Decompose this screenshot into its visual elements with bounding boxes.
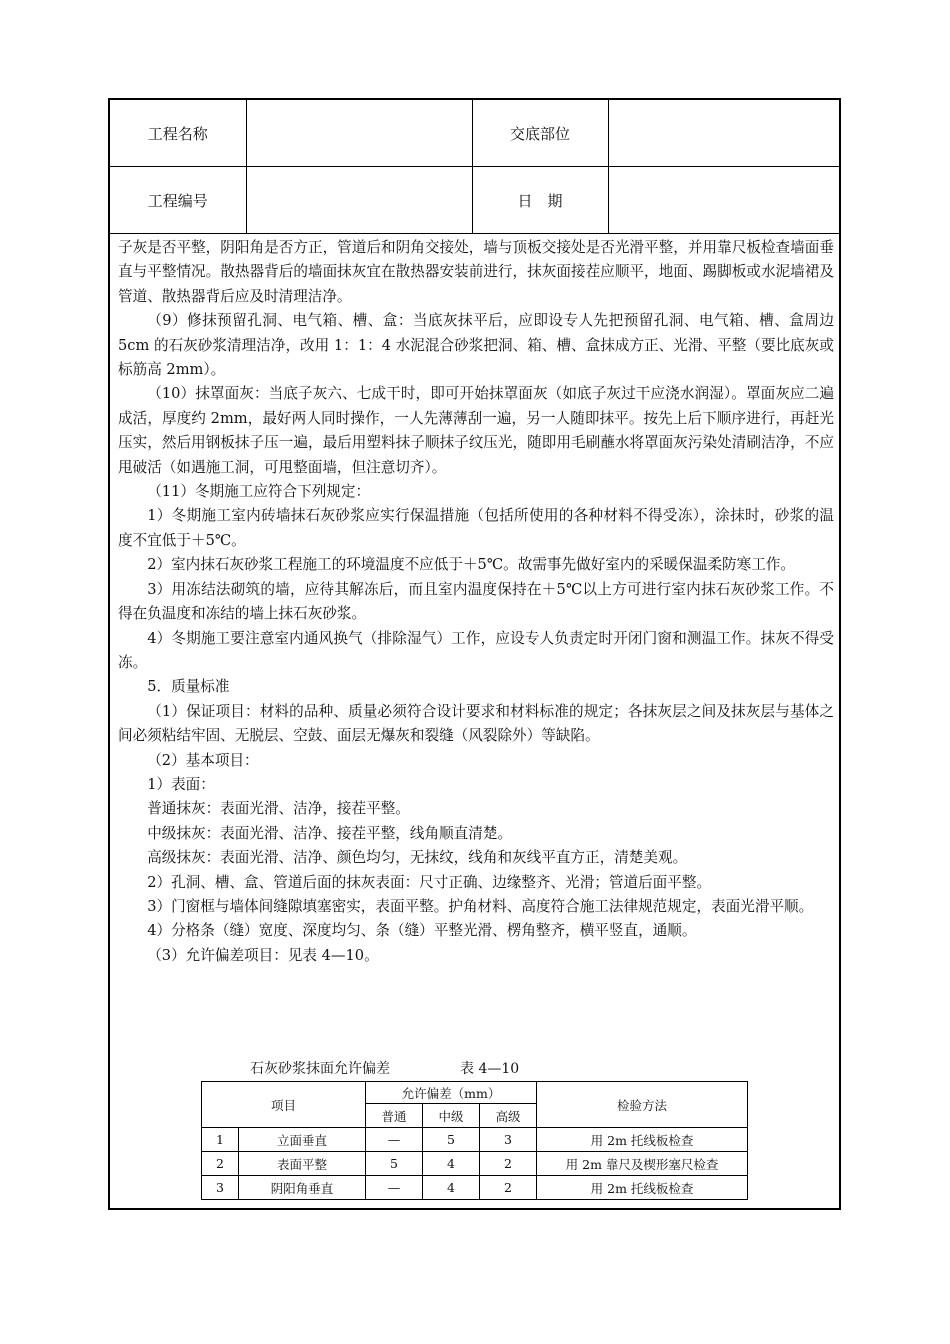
row-advanced: 2	[480, 1176, 537, 1200]
paragraph: 中级抹灰：表面光滑、洁净、接茬平整，线角顺直清楚。	[147, 824, 513, 842]
row-method: 用 2m 托线板检查	[537, 1176, 748, 1200]
header-medium: 中级	[423, 1104, 480, 1128]
table-caption	[250, 1058, 519, 1078]
row-no: 1	[202, 1128, 239, 1152]
row-ordinary: 5	[366, 1152, 423, 1176]
row-no: 2	[202, 1152, 239, 1176]
table-row	[202, 1176, 748, 1200]
row-medium: 5	[423, 1128, 480, 1152]
paragraph: 高级抹灰：表面光滑、洁净、颜色均匀，无抹纹，线角和灰线平直方正，清楚美观。	[147, 849, 688, 867]
table-row	[202, 1152, 748, 1176]
header-tolerance: 允许偏差（mm）	[366, 1082, 537, 1104]
paragraph: （11）冬期施工应符合下列规定：	[147, 483, 371, 501]
handover-part-value	[608, 100, 839, 167]
date-label: 日 期	[472, 167, 608, 234]
form-header-table	[110, 100, 839, 234]
row-method: 用 2m 托线板检查	[537, 1128, 748, 1152]
row-advanced: 3	[480, 1128, 537, 1152]
paragraph: （10）抹罩面灰：当底子灰六、七成干时，即可开始抹罩面灰（如底子灰过干应浇水润湿）。罩面灰应二遍成活，厚度约 2mm，最好两人同时操作，一人先薄薄刮一遍，另一人随即抹平。按先上后下顺序进行，再赶光压实，然后用钢板抹子压一遍，最后用塑料抹子顺抹子纹压光，随即用毛刷蘸水将罩面灰污染处清刷洁净，不应甩破活（如遇施工洞，可甩整面墙，但注意切齐）。	[118, 385, 834, 476]
disclosure-body	[118, 236, 834, 968]
paragraph: 2）孔洞、槽、盒、管道后面的抹灰表面：尺寸正确、边缘整齐、光滑；管道后面平整。	[147, 873, 712, 891]
tolerance-table	[201, 1081, 748, 1200]
paragraph: 3）门窗框与墙体间缝隙填塞密实，表面平整。护角材料、高度符合施工法律规范规定，表面光滑平顺。	[147, 897, 814, 915]
row-advanced: 2	[480, 1152, 537, 1176]
row-item: 表面平整	[239, 1152, 366, 1176]
paragraph: （3）允许偏差项目：见表 4—10。	[147, 946, 379, 964]
paragraph: 1）冬期施工室内砖墙抹石灰砂浆应实行保温措施（包括所使用的各种材料不得受冻），涂抹时，砂浆的温度不宜低于＋5℃。	[118, 507, 834, 549]
date-value	[608, 167, 839, 234]
row-medium: 4	[423, 1152, 480, 1176]
row-medium: 4	[423, 1176, 480, 1200]
paragraph: 1）表面：	[147, 775, 215, 793]
row-ordinary: —	[366, 1176, 423, 1200]
table-number: 表 4—10	[460, 1061, 520, 1077]
paragraph: 4）冬期施工要注意室内通风换气（排除湿气）工作，应设专人负责定时开闭门窗和测温工作。抹灰不得受冻。	[118, 629, 834, 671]
section-heading: 5．质量标准	[147, 678, 230, 696]
row-ordinary: —	[366, 1128, 423, 1152]
header-ordinary: 普通	[366, 1104, 423, 1128]
header-item: 项目	[202, 1082, 366, 1128]
table-row	[202, 1128, 748, 1152]
row-item: 阴阳角垂直	[239, 1176, 366, 1200]
project-no-value	[246, 167, 472, 234]
row-no: 3	[202, 1176, 239, 1200]
paragraph: 普通抹灰：表面光滑、洁净，接茬平整。	[147, 800, 410, 818]
paragraph: （1）保证项目：材料的品种、质量必须符合设计要求和材料标准的规定；各抹灰层之间及抹灰层与基体之间必须粘结牢固、无脱层、空鼓、面层无爆灰和裂缝（风裂除外）等缺陷。	[118, 702, 834, 745]
paragraph: 3）用冻结法砌筑的墙，应待其解冻后，而且室内温度保持在＋5℃以上方可进行室内抹石灰砂浆工作。不得在负温度和冻结的墙上抹石灰砂浆。	[118, 580, 834, 623]
paragraph: （2）基本项目：	[147, 751, 259, 769]
paragraph: （9）修抹预留孔洞、电气箱、槽、盒：当底灰抹平后，应即设专人先把预留孔洞、电气箱、槽、盒周边 5cm 的石灰砂浆清理洁净，改用 1：1：4 水泥混合砂浆把洞、箱、槽、盒抹成方正、光滑、平整（要比底灰或标筋高 2mm）。	[118, 312, 834, 379]
row-item: 立面垂直	[239, 1128, 366, 1152]
header-method: 检验方法	[537, 1082, 748, 1128]
disclosure-form-frame	[108, 98, 841, 1210]
paragraph: 子灰是否平整，阴阳角是否方正，管道后和阴角交接处，墙与顶板交接处是否光滑平整，并用靠尺板检查墙面垂直与平整情况。散热器背后的墙面抹灰宜在散热器安装前进行，抹灰面接茬应顺平，地面、踢脚板或水泥墙裙及管道、散热器背后应及时清理洁净。	[118, 239, 834, 305]
handover-part-label: 交底部位	[472, 100, 608, 167]
paragraph: 4）分格条（缝）宽度、深度均匀、条（缝）平整光滑、楞角整齐，横平竖直，通顺。	[147, 922, 697, 940]
table-title: 石灰砂浆抹面允许偏差	[250, 1061, 390, 1077]
project-no-label: 工程编号	[110, 167, 246, 234]
project-name-label: 工程名称	[110, 100, 246, 167]
project-name-value	[246, 100, 472, 167]
header-advanced: 高级	[480, 1104, 537, 1128]
paragraph: 2）室内抹石灰砂浆工程施工的环境温度不应低于＋5℃。故需事先做好室内的采暖保温柔防寒工作。	[147, 556, 796, 574]
row-method: 用 2m 靠尺及楔形塞尺检查	[537, 1152, 748, 1176]
